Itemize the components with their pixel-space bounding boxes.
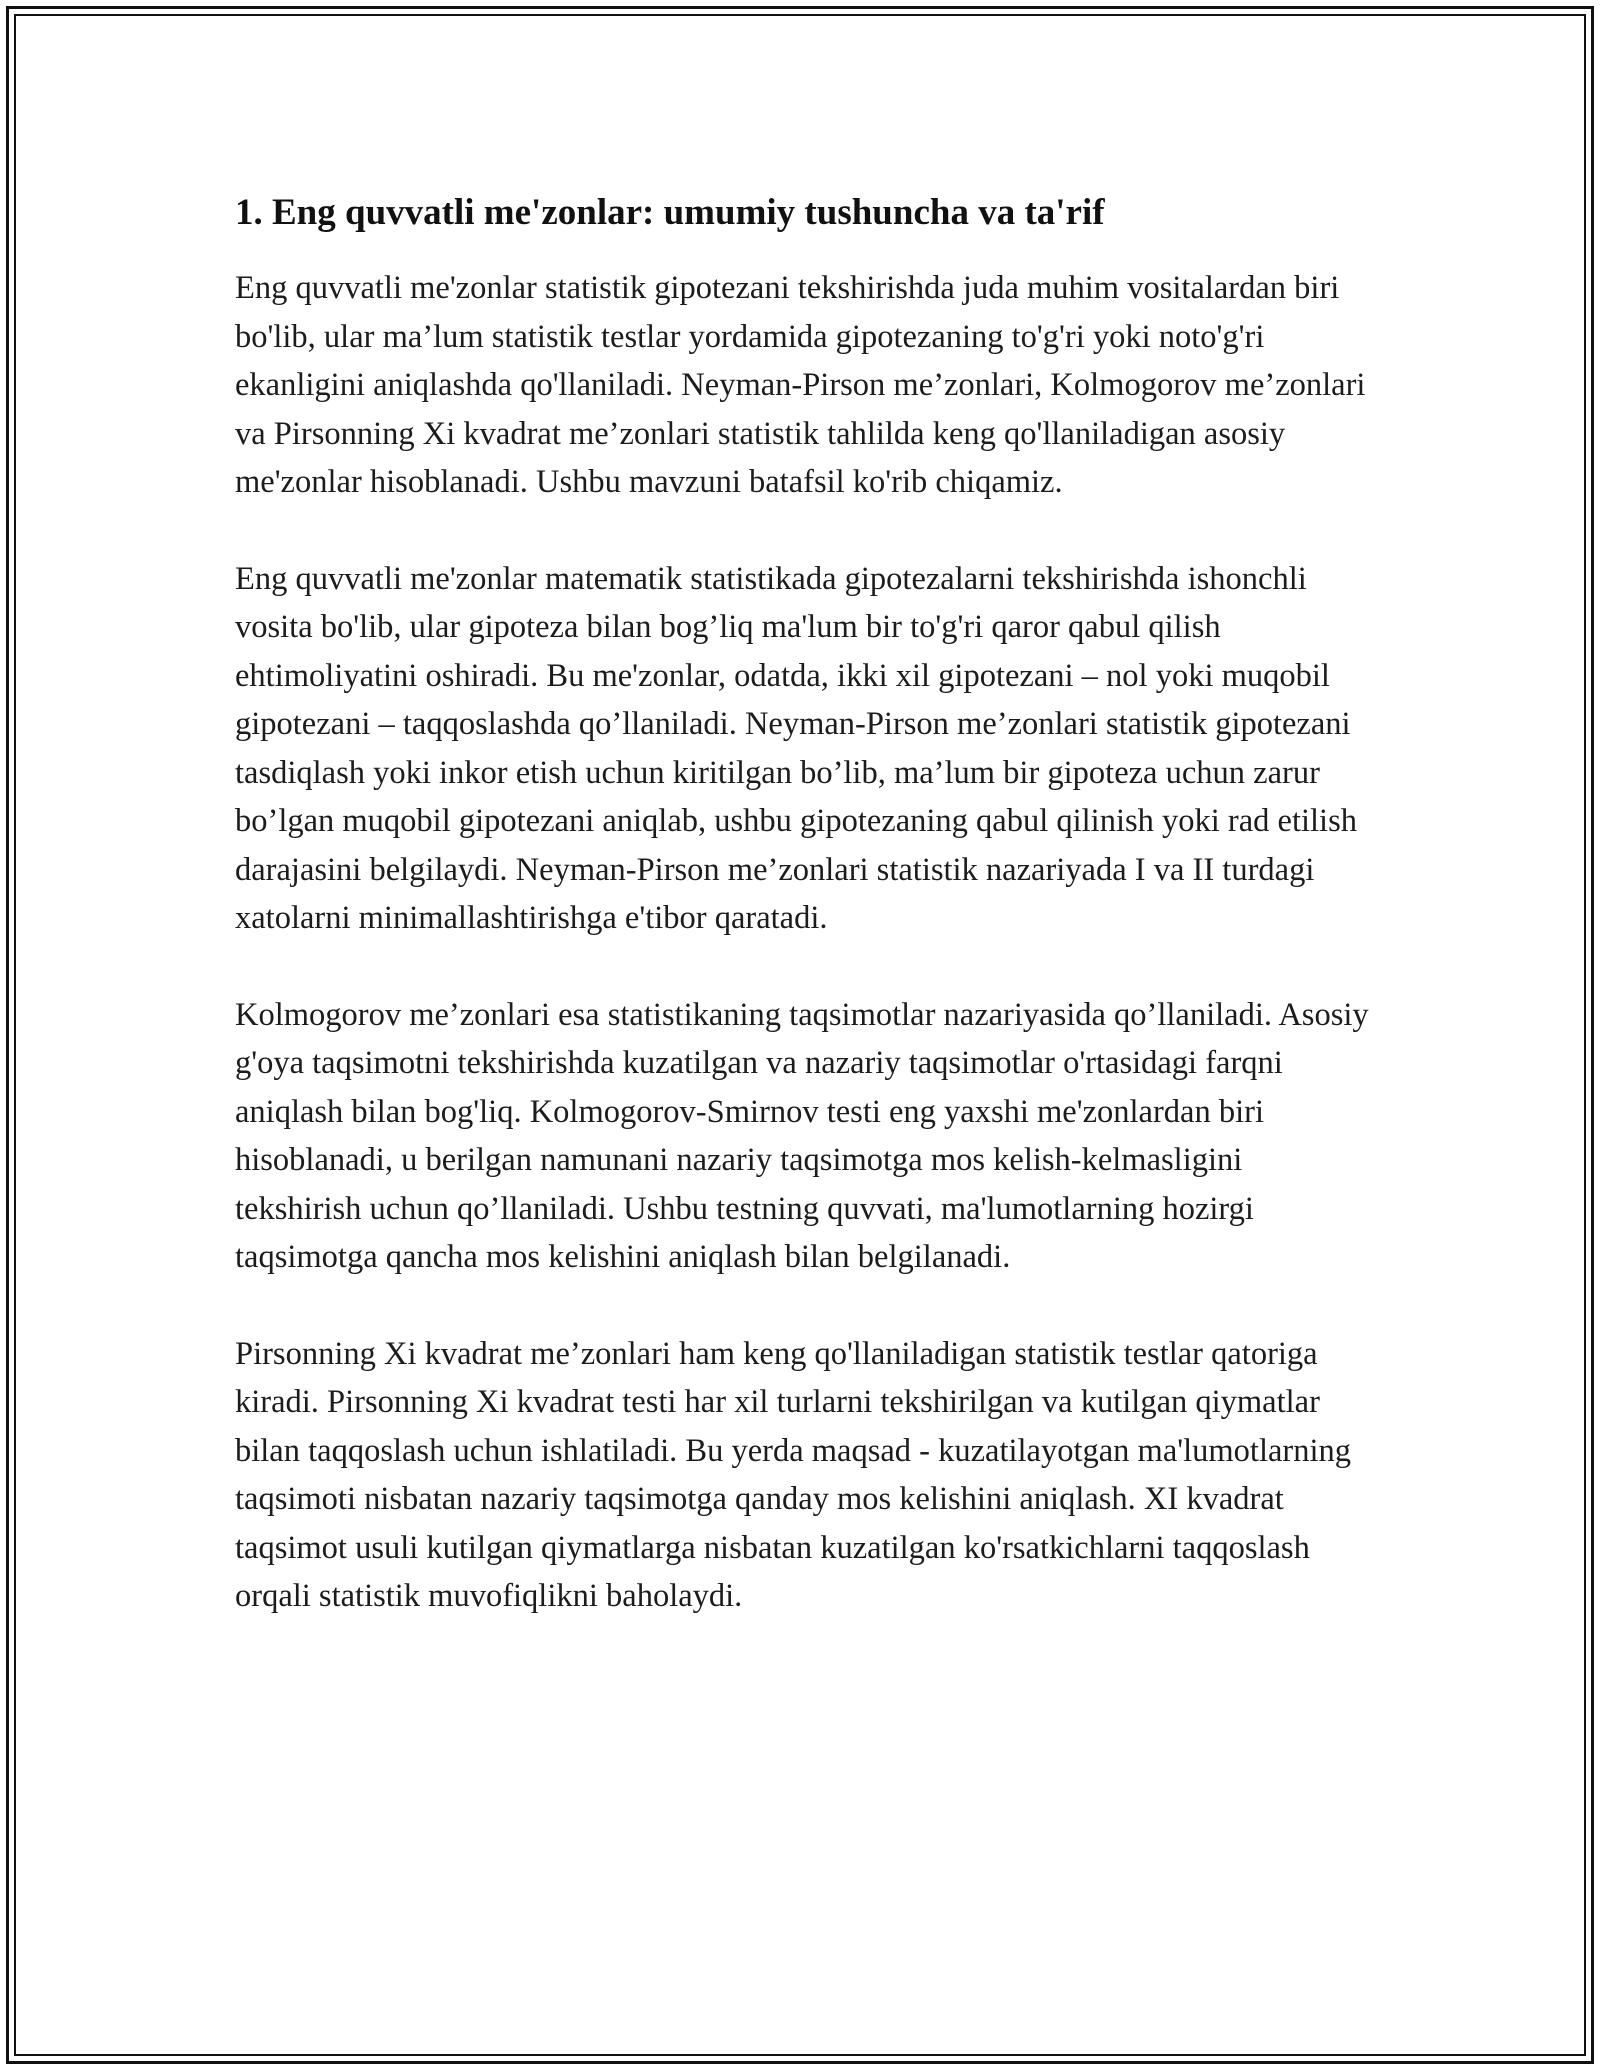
paragraph-intro: Eng quvvatli me'zonlar statistik gipotezani tekshirishda juda muhim vositalardan biri bo'lib, ular ma’lum statistik testlar yordamida gipotezaning to'g'ri yoki noto'g'ri ekanligini aniqlashda qo'llaniladi. Neyman-Pirson me’zonlari, Kolmogorov me’zonlari va Pirsonning Xi kvadrat me’zonlari statistik tahlilda keng qo'llaniladigan asosiy me'zonlar hisoblanadi. Ushbu mavzuni batafsil ko'rib chiqamiz. [235,270,1366,500]
section-heading: 1. Eng quvvatli me'zonlar: umumiy tushuncha va ta'rif [235,192,1105,233]
paragraph-pirson-chi-square: Pirsonning Xi kvadrat me’zonlari ham keng qo'llaniladigan statistik testlar qatoriga kiradi. Pirsonning Xi kvadrat testi har xil turlarni tekshirilgan va kutilgan qiymatlar bilan taqqoslash uchun ishlatiladi. Bu yerda maqsad - kuzatilayotgan ma'lumotlarning taqsimoti nisbatan nazariy taqsimotga qanday mos kelishini aniqlash. XI kvadrat taqsimot usuli kutilgan qiymatlarga nisbatan kuzatilgan ko'rsatkichlarni taqqoslash orqali statistik muvofiqlikni baholaydi. [235,1335,1352,1614]
paragraph-kolmogorov: Kolmogorov me’zonlari esa statistikaning taqsimotlar nazariyasida qo’llaniladi. Asosiy g'oya taqsimotni tekshirishda kuzatilgan va nazariy taqsimotlar o'rtasidagi farqni aniqlash bilan bog'liq. Kolmogorov-Smirnov testi eng yaxshi me'zonlardan biri hisoblanadi, u berilgan namunani nazariy taqsimotga mos kelish-kelmasligini tekshirish uchun qo’llaniladi. Ushbu testning quvvati, ma'lumotlarning hozirgi taqsimotga qancha mos kelishini aniqlash bilan belgilanadi. [235,996,1369,1275]
paragraph-neyman-pirson: Eng quvvatli me'zonlar matematik statistikada gipotezalarni tekshirishda ishonchli vosita bo'lib, ular gipoteza bilan bog’liq ma'lum bir to'g'ri qaror qabul qilish ehtimoliyatini oshiradi. Bu me'zonlar, odatda, ikki xil gipotezani – nol yoki muqobil gipotezani – taqqoslashda qo’llaniladi. Neyman-Pirson me’zonlari statistik gipotezani tasdiqlash yoki inkor etish uchun kiritilgan bo’lib, ma’lum bir gipoteza uchun zarur bo’lgan muqobil gipotezani aniqlab, ushbu gipotezaning qabul qilinish yoki rad etilish darajasini belgilaydi. Neyman-Pirson me’zonlari statistik nazariyada I va II turdagi xatolarni minimallashtirishga e'tibor qaratadi. [235,560,1357,936]
document-body [235,188,1375,1621]
